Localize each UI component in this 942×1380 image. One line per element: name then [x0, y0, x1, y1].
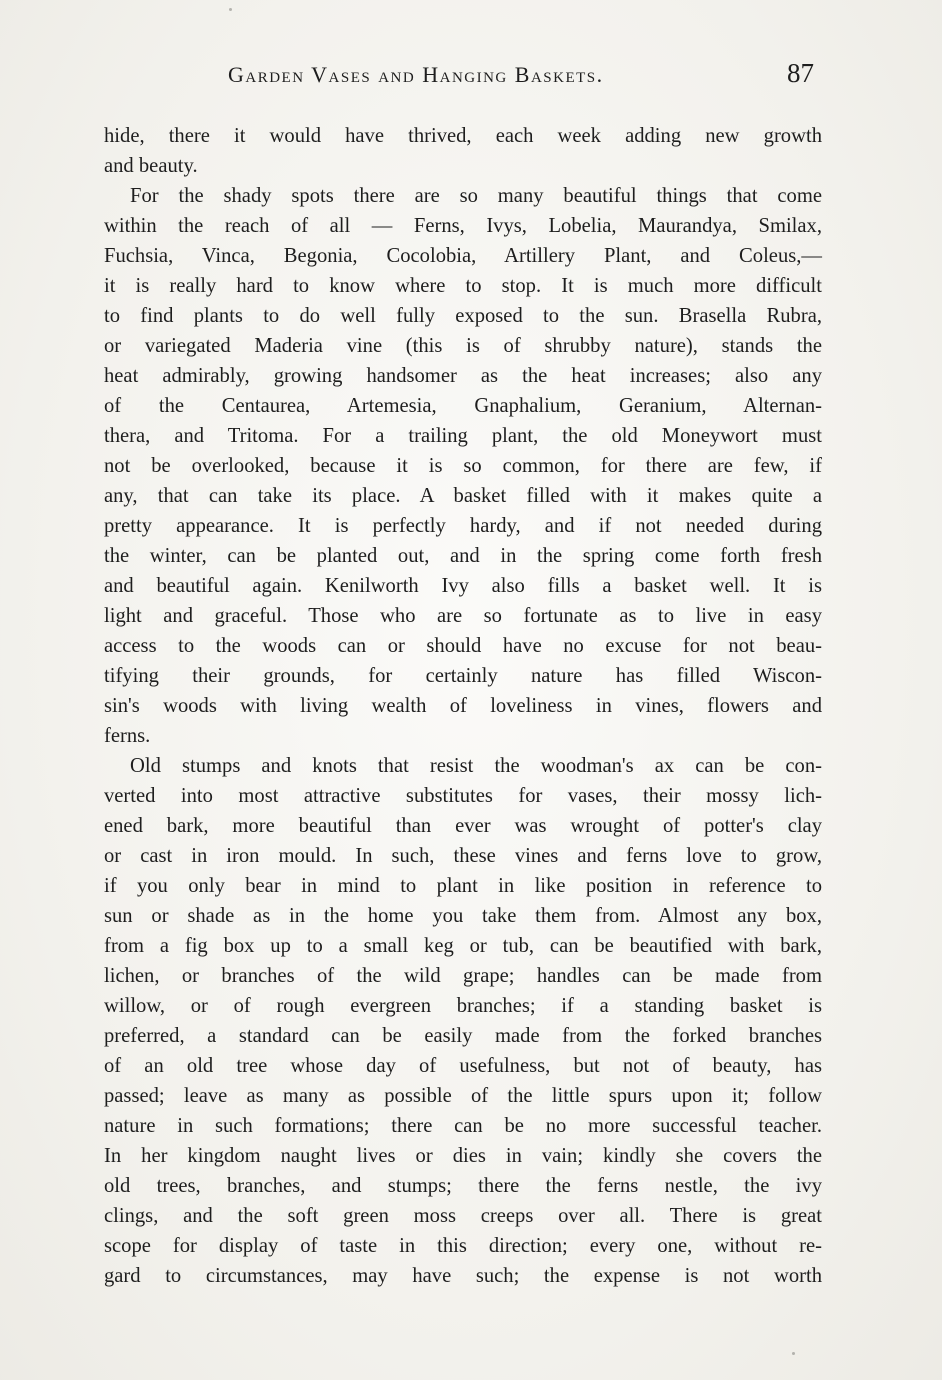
- text-line: access to the woods can or should have no excuse for not beau-: [104, 635, 822, 657]
- paper-speck: [229, 8, 232, 11]
- text-line: hide, there it would have thrived, each week adding new growth: [104, 125, 822, 147]
- text-line: ferns.: [104, 725, 151, 747]
- text-line: Old stumps and knots that resist the woodman's ax can be con-: [130, 755, 822, 777]
- text-line: preferred, a standard can be easily made from the forked branches: [104, 1025, 822, 1047]
- text-line: any, that can take its place. A basket filled with it makes quite a: [104, 485, 822, 507]
- text-line: not be overlooked, because it is so common, for there are few, if: [104, 455, 822, 477]
- body-text: [104, 121, 822, 1291]
- text-line: pretty appearance. It is perfectly hardy, and if not needed during: [104, 515, 822, 537]
- text-line: and beautiful again. Kenilworth Ivy also fills a basket well. It is: [104, 575, 822, 597]
- text-line: it is really hard to know where to stop. It is much more difficult: [104, 275, 822, 297]
- text-line: of an old tree whose day of usefulness, but not of beauty, has: [104, 1055, 822, 1077]
- text-line: For the shady spots there are so many beautiful things that come: [130, 185, 822, 207]
- text-line: within the reach of all — Ferns, Ivys, Lobelia, Maurandya, Smilax,: [104, 215, 822, 237]
- text-line: and beauty.: [104, 155, 198, 177]
- text-line: sin's woods with living wealth of loveliness in vines, flowers and: [104, 695, 822, 717]
- text-line: if you only bear in mind to plant in like position in reference to: [104, 875, 822, 897]
- text-line: sun or shade as in the home you take them from. Almost any box,: [104, 905, 822, 927]
- text-line: gard to circumstances, may have such; the expense is not worth: [104, 1265, 822, 1287]
- text-line: heat admirably, growing handsomer as the heat increases; also any: [104, 365, 822, 387]
- paper-speck: [792, 1352, 795, 1355]
- text-line: from a fig box up to a small keg or tub, can be beautified with bark,: [104, 935, 822, 957]
- text-line: or variegated Maderia vine (this is of shrubby nature), stands the: [104, 335, 822, 357]
- text-line: or cast in iron mould. In such, these vines and ferns love to grow,: [104, 845, 822, 867]
- text-line: Fuchsia, Vinca, Begonia, Cocolobia, Artillery Plant, and Coleus,—: [104, 245, 822, 267]
- text-line: old trees, branches, and stumps; there the ferns nestle, the ivy: [104, 1175, 822, 1197]
- text-line: thera, and Tritoma. For a trailing plant, the old Moneywort must: [104, 425, 822, 447]
- text-line: of the Centaurea, Artemesia, Gnaphalium, Geranium, Alternan-: [104, 395, 822, 417]
- page-number: 87: [787, 58, 814, 88]
- text-line: the winter, can be planted out, and in the spring come forth fresh: [104, 545, 822, 567]
- text-line: to find plants to do well fully exposed to the sun. Brasella Rubra,: [104, 305, 822, 327]
- text-line: nature in such formations; there can be no more successful teacher.: [104, 1115, 822, 1137]
- text-line: light and graceful. Those who are so fortunate as to live in easy: [104, 605, 822, 627]
- text-line: verted into most attractive substitutes for vases, their mossy lich-: [104, 785, 822, 807]
- text-line: lichen, or branches of the wild grape; handles can be made from: [104, 965, 822, 987]
- text-line: ened bark, more beautiful than ever was wrought of potter's clay: [104, 815, 822, 837]
- text-line: scope for display of taste in this direction; every one, without re-: [104, 1235, 822, 1257]
- text-line: In her kingdom naught lives or dies in vain; kindly she covers the: [104, 1145, 822, 1167]
- text-line: willow, or of rough evergreen branches; if a standing basket is: [104, 995, 822, 1017]
- text-line: passed; leave as many as possible of the little spurs upon it; follow: [104, 1085, 822, 1107]
- text-line: clings, and the soft green moss creeps over all. There is great: [104, 1205, 822, 1227]
- text-line: tifying their grounds, for certainly nature has filled Wiscon-: [104, 665, 822, 687]
- running-title: Garden Vases and Hanging Baskets.: [228, 62, 604, 87]
